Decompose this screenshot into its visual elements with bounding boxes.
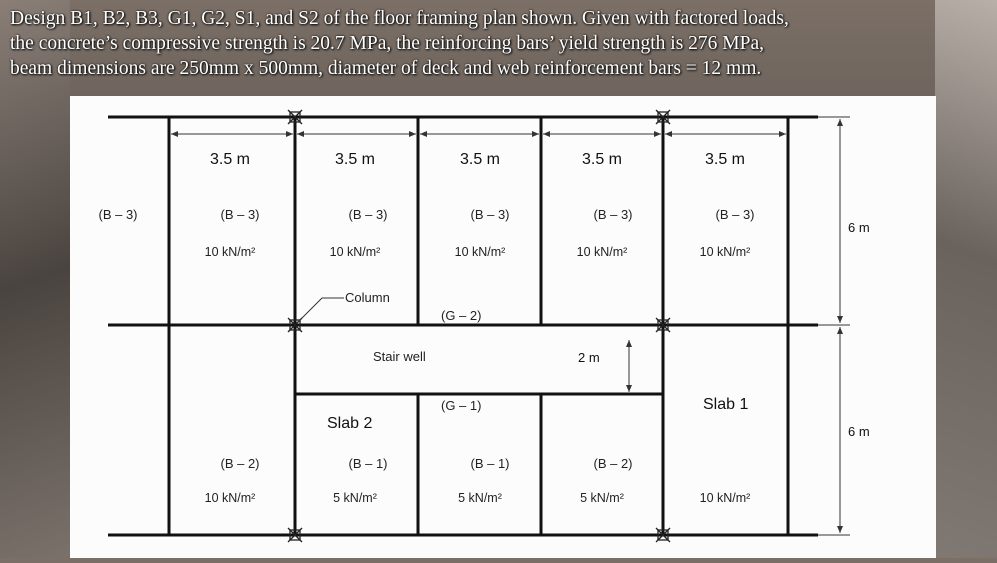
girder-label-g2: (G – 2)	[441, 308, 482, 323]
beam-label: (B – 3)	[715, 207, 755, 222]
problem-line-1: Design B1, B2, B3, G1, G2, S1, and S2 of the floor framing plan shown. Given with factored loads,	[10, 8, 789, 29]
beam-label: (B – 2)	[593, 456, 633, 471]
problem-line-3: beam dimensions are 250mm x 500mm, diameter of deck and web reinforcement bars = 12 mm.	[10, 58, 762, 79]
lower-height-label: 6 m	[848, 424, 870, 439]
load-label: 10 kN/m²	[576, 245, 628, 259]
dimension-extension-lines	[818, 117, 850, 535]
span-label: 3.5 m	[459, 151, 501, 168]
load-label: 10 kN/m²	[699, 491, 751, 505]
beam-label: (B – 3)	[220, 207, 260, 222]
floor-framing-plan	[70, 96, 936, 558]
girder-label-g1: (G – 1)	[441, 398, 482, 413]
span-label: 3.5 m	[704, 151, 746, 168]
beam-label: (B – 3)	[348, 207, 388, 222]
load-label: 5 kN/m²	[458, 491, 502, 505]
column-marker	[288, 528, 302, 542]
column-marker	[656, 528, 670, 542]
load-label: 5 kN/m²	[580, 491, 624, 505]
load-label: 10 kN/m²	[204, 491, 256, 505]
horizontal-beams	[108, 117, 818, 535]
beam-label: (B – 1)	[470, 456, 510, 471]
upper-height-label: 6 m	[848, 220, 870, 235]
load-label: 10 kN/m²	[329, 245, 381, 259]
slab-2-label: Slab 2	[327, 415, 373, 432]
beam-label: (B – 1)	[348, 456, 388, 471]
load-label: 10 kN/m²	[699, 245, 751, 259]
column-leader-line	[298, 298, 344, 322]
load-label: 10 kN/m²	[454, 245, 506, 259]
column-marker	[288, 110, 302, 124]
framing-plan-drawing	[70, 96, 936, 558]
span-label: 3.5 m	[209, 151, 251, 168]
slab-1-label: Slab 1	[703, 396, 749, 413]
beam-label: (B – 3)	[470, 207, 510, 222]
problem-line-2: the concrete’s compressive strength is 20.7 MPa, the reinforcing bars’ yield strength is 276 MPa,	[10, 33, 765, 54]
problem-statement	[10, 6, 990, 81]
background-photo-right	[935, 0, 997, 558]
column-label: Column	[345, 290, 390, 305]
stair-height-label: 2 m	[578, 350, 600, 365]
column-marker	[656, 110, 670, 124]
beam-label: (B – 3)	[98, 207, 138, 222]
stair-well-label: Stair well	[373, 349, 426, 364]
span-label: 3.5 m	[581, 151, 623, 168]
column-marker	[656, 318, 670, 332]
load-label: 5 kN/m²	[333, 491, 377, 505]
background-photo-left	[0, 0, 70, 558]
span-label: 3.5 m	[334, 151, 376, 168]
beam-label: (B – 3)	[593, 207, 633, 222]
beam-label: (B – 2)	[220, 456, 260, 471]
load-label: 10 kN/m²	[204, 245, 256, 259]
